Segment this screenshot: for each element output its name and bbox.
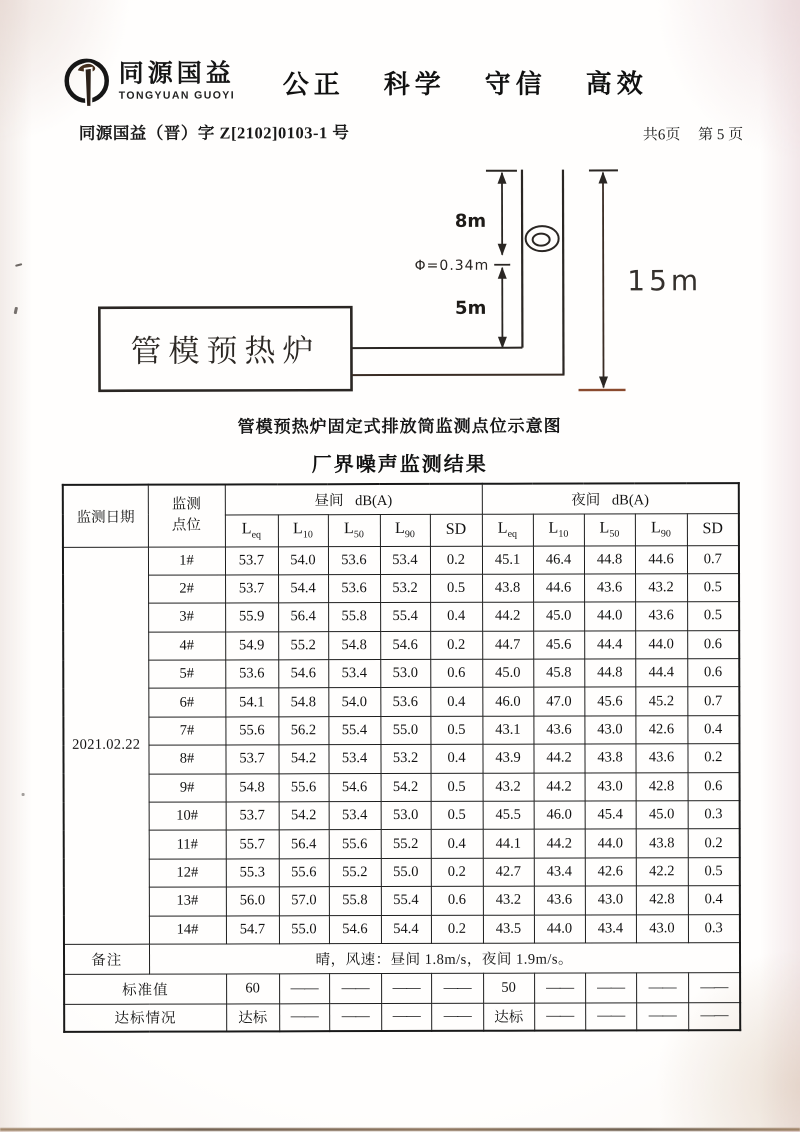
value-cell: 45.0 — [636, 801, 688, 830]
page-total: 共6页 — [643, 127, 681, 143]
point-cell: 14# — [149, 916, 226, 945]
standard-dash-cell: —— — [585, 973, 636, 1003]
sub-col-subscript: 90 — [661, 528, 671, 539]
value-cell: 43.4 — [585, 914, 636, 943]
value-cell: 45.2 — [635, 687, 687, 716]
arrow-down-icon — [498, 244, 507, 256]
value-cell: 45.8 — [533, 659, 584, 688]
value-cell: 43.0 — [585, 773, 636, 802]
compliance-dash-cell: —— — [279, 1004, 329, 1032]
standard-dash-cell: —— — [329, 974, 381, 1004]
sub-col-base: L — [651, 519, 661, 536]
dim-label-8m: 8m — [455, 211, 486, 232]
value-cell: 43.5 — [483, 915, 534, 944]
value-cell: 43.9 — [482, 744, 533, 773]
col-header-point-label: 监测点位 — [170, 495, 203, 537]
noise-monitoring-table — [62, 482, 741, 1033]
value-cell: 57.0 — [279, 887, 329, 916]
sub-col-base: L — [242, 520, 252, 537]
point-cell: 1# — [148, 546, 225, 575]
value-cell: 53.0 — [381, 801, 431, 830]
table-row — [63, 630, 739, 660]
brand-name-en: TONGYUAN GUOYI — [119, 89, 235, 101]
brand-name-cn: 同源国益 — [119, 61, 235, 86]
sub-col-base: L — [395, 520, 405, 537]
value-cell: 54.0 — [278, 546, 328, 575]
dim-label-15m: 15m — [627, 264, 702, 297]
value-cell: 44.0 — [635, 630, 687, 659]
value-cell: 45.1 — [482, 546, 533, 575]
value-cell: 43.0 — [585, 886, 636, 915]
value-cell: 43.8 — [636, 829, 688, 858]
value-cell: 54.8 — [226, 773, 279, 802]
value-cell: 45.6 — [584, 687, 635, 716]
point-cell: 4# — [148, 632, 225, 661]
value-cell: 44.2 — [482, 602, 533, 631]
sub-col-subscript: eq — [508, 529, 517, 540]
value-cell: 0.4 — [431, 830, 483, 859]
value-cell: 0.7 — [687, 545, 739, 574]
value-cell: 42.6 — [635, 716, 687, 745]
sub-col-header — [687, 513, 739, 545]
value-cell: 45.5 — [483, 801, 534, 830]
value-cell: 43.8 — [584, 744, 635, 773]
brand-block — [119, 61, 235, 101]
sub-col-header — [380, 514, 430, 546]
value-cell: 0.7 — [687, 687, 739, 716]
value-cell: 55.7 — [226, 830, 279, 859]
col-group-day: 昼间 dB(A) — [225, 484, 482, 515]
sampling-port-inner-icon — [533, 234, 550, 246]
value-cell: 47.0 — [533, 687, 584, 716]
value-cell: 0.5 — [430, 574, 482, 603]
value-cell: 55.8 — [328, 603, 380, 632]
value-cell: 0.6 — [431, 886, 483, 915]
point-cell: 6# — [148, 688, 225, 717]
value-cell: 45.6 — [533, 631, 584, 660]
value-cell: 44.4 — [584, 631, 635, 660]
monitor-date-cell: 2021.02.22 — [63, 547, 149, 945]
value-cell: 44.2 — [533, 744, 584, 773]
point-cell: 3# — [148, 603, 225, 632]
sub-col-header — [430, 514, 482, 546]
value-cell: 54.1 — [225, 688, 278, 717]
value-cell: 53.4 — [328, 660, 380, 689]
value-cell: 43.8 — [482, 574, 533, 603]
sub-col-header — [328, 514, 380, 546]
value-cell: 0.3 — [688, 801, 740, 830]
document-number: 同源国益（晋）字 Z[2102]0103-1 号 — [79, 119, 350, 144]
value-cell: 53.2 — [380, 745, 430, 774]
sub-col-subscript: eq — [252, 529, 261, 540]
point-cell: 13# — [149, 887, 226, 916]
compliance-dash-cell: —— — [585, 1003, 636, 1031]
standard-dash-cell: —— — [534, 973, 585, 1003]
value-cell: 0.2 — [430, 631, 482, 660]
remark-row — [64, 943, 740, 975]
point-cell: 11# — [149, 830, 226, 859]
value-cell: 0.5 — [431, 801, 483, 830]
point-cell: 2# — [148, 575, 225, 604]
col-group-night: 夜间 dB(A) — [482, 483, 739, 514]
value-cell: 55.4 — [328, 716, 380, 745]
arrow-up-icon — [497, 172, 506, 184]
standard-label: 标准值 — [64, 974, 226, 1004]
value-cell: 53.7 — [225, 575, 278, 604]
value-cell: 44.7 — [482, 631, 533, 660]
slogan — [283, 63, 648, 101]
value-cell: 46.0 — [482, 688, 533, 717]
value-cell: 0.2 — [431, 915, 483, 944]
value-cell: 53.4 — [380, 546, 430, 575]
value-cell: 44.0 — [584, 602, 635, 631]
value-cell: 55.9 — [225, 603, 278, 632]
sub-col-header — [278, 514, 328, 546]
value-cell: 54.6 — [278, 660, 328, 689]
value-cell: 54.6 — [329, 915, 381, 944]
value-cell: 55.0 — [380, 716, 430, 745]
furnace-label: 管模预热炉 — [130, 333, 320, 368]
compliance-dash-cell: —— — [381, 1003, 431, 1031]
dim-line-15m — [603, 172, 604, 387]
table-row — [63, 659, 739, 689]
table-row — [63, 744, 739, 774]
diagram-caption: 管模预热炉固定式排放筒监测点位示意图 — [0, 411, 800, 438]
value-cell: 56.0 — [226, 887, 279, 916]
value-cell: 43.6 — [534, 886, 585, 915]
table-row — [63, 602, 739, 632]
value-cell: 0.6 — [687, 659, 739, 688]
value-cell: 42.2 — [636, 858, 688, 887]
value-cell: 44.2 — [534, 773, 585, 802]
value-cell: 55.6 — [329, 830, 381, 859]
value-cell: 44.2 — [534, 829, 585, 858]
value-cell: 43.0 — [584, 716, 635, 745]
value-cell: 0.4 — [430, 688, 482, 717]
slogan-word: 高效 — [586, 63, 648, 100]
compliance-dash-cell: —— — [534, 1003, 585, 1031]
standard-dash-cell: —— — [688, 973, 740, 1003]
sub-col-base: L — [600, 519, 610, 536]
value-cell: 42.8 — [636, 886, 688, 915]
sub-col-header — [482, 514, 533, 546]
value-cell: 42.8 — [636, 772, 688, 801]
value-cell: 0.5 — [687, 574, 739, 603]
standard-dash-cell: —— — [636, 973, 688, 1003]
sampling-port-icon — [526, 226, 559, 251]
value-cell: 0.5 — [687, 602, 739, 631]
sub-col-subscript: 90 — [405, 529, 415, 540]
arrow-up-icon — [598, 171, 607, 183]
value-cell: 54.0 — [328, 688, 380, 717]
value-cell: 0.2 — [431, 858, 483, 887]
point-cell: 8# — [148, 745, 225, 774]
sub-col-subscript: 10 — [303, 529, 313, 540]
value-cell: 43.1 — [482, 716, 533, 745]
value-cell: 42.6 — [585, 858, 636, 887]
value-cell: 43.6 — [533, 716, 584, 745]
table-header-row-groups — [63, 483, 739, 515]
value-cell: 0.5 — [430, 716, 482, 745]
sub-col-header — [635, 513, 687, 545]
value-cell: 55.4 — [380, 603, 430, 632]
value-cell: 55.8 — [329, 887, 381, 916]
value-cell: 55.2 — [278, 631, 328, 660]
value-cell: 44.4 — [635, 659, 687, 688]
sub-col-header — [584, 513, 635, 545]
scan-speck — [22, 793, 25, 796]
value-cell: 0.6 — [688, 772, 740, 801]
compliance-value-cell: 达标 — [483, 1003, 534, 1031]
noise-table-title: 厂界噪声监测结果 — [0, 447, 800, 478]
page-current: 第 5 页 — [698, 127, 743, 143]
value-cell: 54.4 — [278, 575, 328, 604]
dim-label-diameter: Φ=0.34m — [415, 258, 490, 274]
point-cell: 7# — [148, 717, 225, 746]
value-cell: 54.6 — [329, 773, 381, 802]
sub-col-header — [533, 514, 584, 546]
value-cell: 55.6 — [225, 717, 278, 746]
compliance-dash-cell: —— — [329, 1004, 381, 1032]
value-cell: 43.2 — [483, 773, 534, 802]
value-cell: 44.8 — [584, 545, 635, 574]
value-cell: 44.8 — [584, 659, 635, 688]
stack-wall-right — [563, 170, 564, 375]
sub-col-header — [225, 514, 278, 546]
value-cell: 44.6 — [635, 545, 687, 574]
value-cell: 46.0 — [534, 801, 585, 830]
page-info — [643, 123, 743, 144]
value-cell: 55.0 — [381, 858, 431, 887]
value-cell: 55.4 — [381, 887, 431, 916]
value-cell: 46.4 — [533, 546, 584, 575]
value-cell: 45.0 — [482, 659, 533, 688]
table-row — [64, 801, 740, 831]
compliance-value-cell: 达标 — [226, 1004, 279, 1032]
point-cell: 9# — [149, 774, 226, 803]
value-cell: 0.4 — [430, 745, 482, 774]
table-row — [63, 574, 739, 604]
value-cell: 43.0 — [636, 914, 688, 943]
value-cell: 53.6 — [380, 688, 430, 717]
compliance-dash-cell: —— — [688, 1003, 740, 1031]
point-cell: 5# — [148, 660, 225, 689]
value-cell: 43.4 — [534, 858, 585, 887]
value-cell: 55.2 — [329, 858, 381, 887]
value-cell: 53.7 — [225, 546, 278, 575]
value-cell: 55.6 — [279, 773, 329, 802]
value-cell: 45.0 — [533, 602, 584, 631]
value-cell: 53.6 — [328, 546, 380, 575]
value-cell: 53.4 — [328, 745, 380, 774]
value-cell: 44.0 — [585, 829, 636, 858]
value-cell: 54.4 — [381, 915, 431, 944]
value-cell: 54.6 — [380, 631, 430, 660]
standard-dash-cell: —— — [279, 974, 329, 1004]
value-cell: 55.6 — [279, 858, 329, 887]
table-row — [64, 886, 740, 916]
compliance-row — [64, 1003, 740, 1032]
standard-dash-cell: —— — [381, 973, 431, 1003]
standard-value-cell: 60 — [226, 974, 279, 1004]
value-cell: 0.5 — [688, 857, 740, 886]
value-cell: 53.6 — [225, 660, 278, 689]
tongyuan-guoyi-logo-icon — [63, 55, 115, 111]
value-cell: 56.2 — [278, 717, 328, 746]
sub-col-subscript: 50 — [609, 529, 619, 540]
table-row — [64, 914, 740, 944]
value-cell: 45.4 — [585, 801, 636, 830]
value-cell: 44.0 — [534, 915, 585, 944]
value-cell: 56.4 — [279, 830, 329, 859]
value-cell: 43.2 — [635, 574, 687, 603]
value-cell: 43.6 — [584, 574, 635, 603]
value-cell: 54.8 — [328, 631, 380, 660]
stack-monitoring-diagram — [79, 157, 780, 409]
value-cell: 0.4 — [687, 715, 739, 744]
sub-col-base: SD — [446, 521, 466, 538]
value-cell: 53.6 — [328, 574, 380, 603]
table-row — [63, 687, 739, 717]
table-row — [64, 772, 740, 802]
col-header-point — [148, 484, 225, 546]
value-cell: 0.2 — [430, 546, 482, 575]
value-cell: 0.2 — [688, 829, 740, 858]
value-cell: 0.6 — [687, 630, 739, 659]
value-cell: 42.7 — [483, 858, 534, 887]
col-header-date: 监测日期 — [63, 485, 148, 547]
arrow-up-icon — [498, 267, 507, 279]
slogan-word: 守信 — [485, 64, 547, 101]
slogan-word: 公正 — [283, 64, 345, 101]
value-cell: 0.4 — [688, 886, 740, 915]
sub-col-base: L — [344, 520, 354, 537]
value-cell: 55.2 — [381, 830, 431, 859]
compliance-label: 达标情况 — [64, 1004, 226, 1032]
scan-speck — [14, 307, 18, 314]
value-cell: 53.7 — [225, 745, 278, 774]
table-row — [64, 829, 740, 859]
table-row — [64, 857, 740, 887]
value-cell: 54.2 — [279, 802, 329, 831]
value-cell: 54.8 — [278, 688, 328, 717]
value-cell: 0.2 — [687, 744, 739, 773]
table-row — [63, 715, 739, 745]
point-cell: 12# — [149, 859, 226, 888]
value-cell: 56.4 — [278, 603, 328, 632]
scan-speck — [15, 263, 22, 267]
slogan-word: 科学 — [384, 64, 446, 101]
value-cell: 53.4 — [329, 802, 381, 831]
value-cell: 53.2 — [380, 574, 430, 603]
value-cell: 53.7 — [226, 802, 279, 831]
value-cell: 0.4 — [430, 603, 482, 632]
value-cell: 43.6 — [635, 744, 687, 773]
value-cell: 54.2 — [278, 745, 328, 774]
sub-col-subscript: 50 — [354, 529, 364, 540]
value-cell: 54.2 — [381, 773, 431, 802]
sub-col-base: L — [498, 520, 508, 537]
value-cell: 0.6 — [430, 659, 482, 688]
sub-col-subscript: 10 — [558, 529, 568, 540]
value-cell: 54.9 — [225, 631, 278, 660]
remark-label: 备注 — [64, 944, 149, 974]
value-cell: 0.5 — [431, 773, 483, 802]
remark-text: 晴，风速：昼间 1.8m/s，夜间 1.9m/s。 — [149, 943, 740, 975]
value-cell: 53.0 — [380, 659, 430, 688]
standard-dash-cell: —— — [431, 973, 483, 1003]
noise-table-body — [63, 545, 740, 944]
value-cell: 44.1 — [483, 830, 534, 859]
value-cell: 44.6 — [533, 574, 584, 603]
point-cell: 10# — [149, 802, 226, 831]
value-cell: 55.3 — [226, 859, 279, 888]
value-cell: 43.2 — [483, 886, 534, 915]
standard-value-cell: 50 — [483, 973, 534, 1003]
value-cell: 54.7 — [226, 915, 279, 944]
sub-col-base: L — [293, 520, 303, 537]
duct-line-lower — [352, 375, 565, 376]
table-row — [63, 545, 739, 575]
value-cell: 0.3 — [688, 914, 740, 943]
compliance-dash-cell: —— — [636, 1003, 688, 1031]
value-cell: 43.6 — [635, 602, 687, 631]
value-cell: 55.0 — [279, 915, 329, 944]
sub-col-base: SD — [702, 520, 722, 537]
compliance-dash-cell: —— — [431, 1003, 483, 1031]
dim-label-5m: 5m — [455, 298, 486, 319]
arrow-down-icon — [599, 376, 608, 388]
noise-table-footer — [64, 943, 740, 1032]
standard-row — [64, 973, 740, 1005]
sub-col-base: L — [549, 519, 559, 536]
